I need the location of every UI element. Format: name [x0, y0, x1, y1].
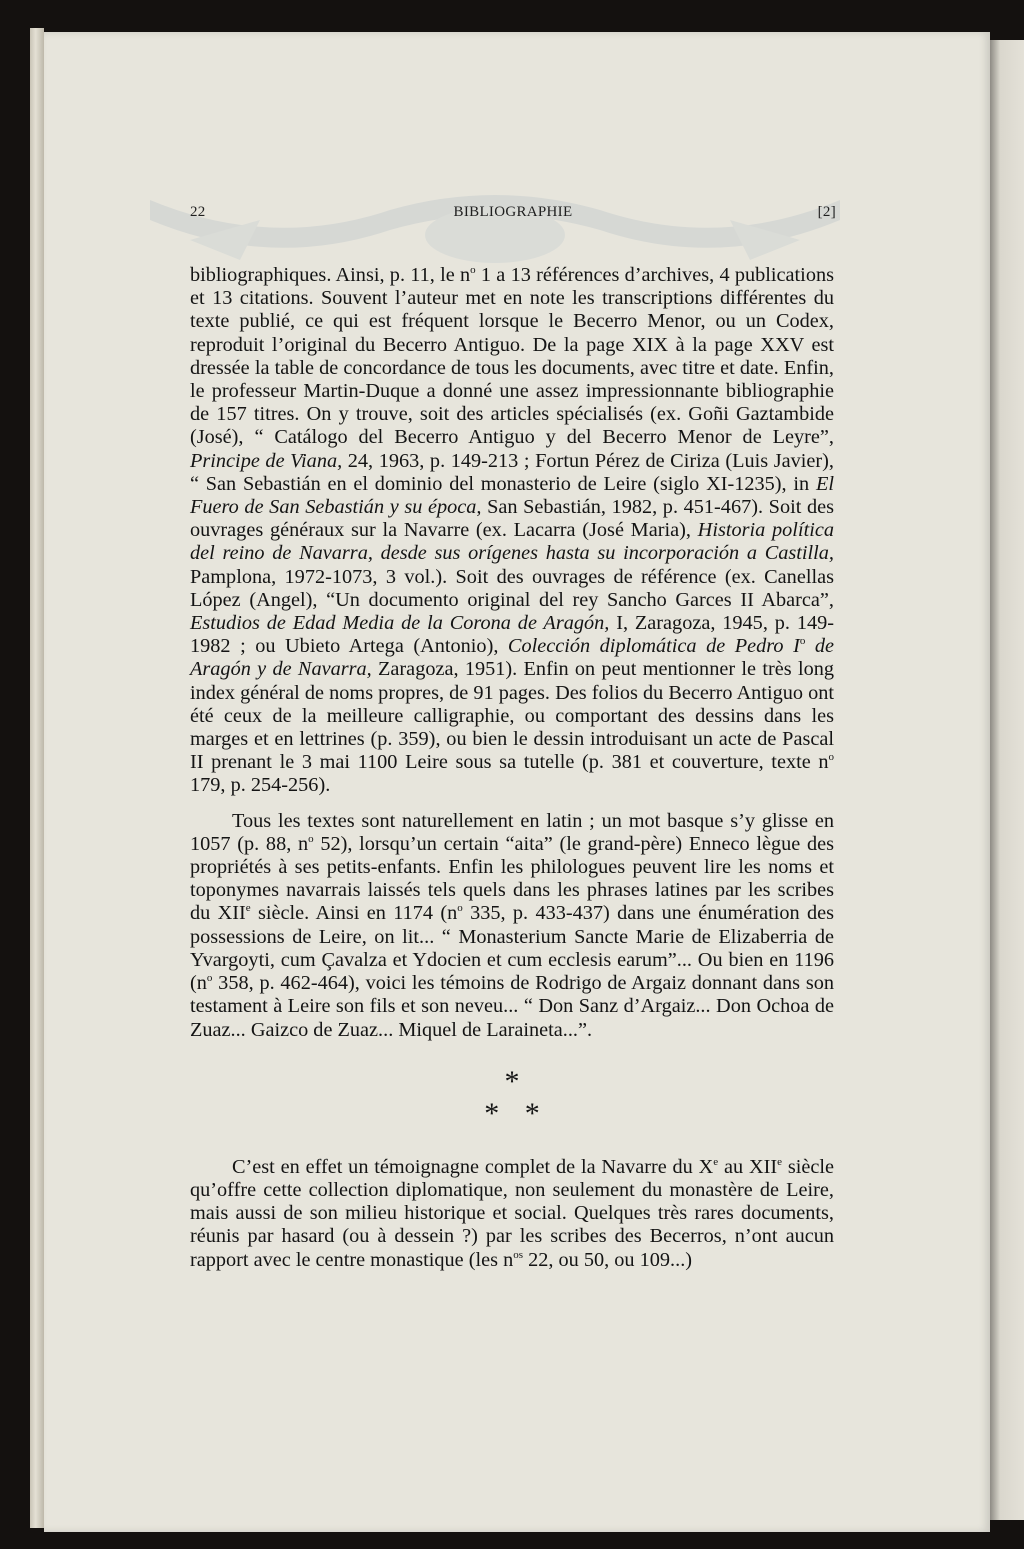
paragraph-1: bibliographiques. Ainsi, p. 11, le $n^o$ 1 a 13 références d’archives, 4 publications et 13 citations. Souvent l’auteur met en note les transcriptions différentes du texte publié, ce qui est fréquent lorsque le Becerro Menor, ou un Codex, reproduit l’original du Becerro Antiguo. De la page XIX à la page XXV est dressée la table de concordance de tous les documents, avec titre et date. Enfin, le professeur Martin-Duque a donné une assez impressionnante bibliographie de 157 titres. On y trouve, soit des articles spécialisés (ex. Goñi Gaztambide (José), “ Catálogo del Becerro Antiguo y del Becerro Menor de Leyre”, Principe de Viana, 24, 1963, p. 149-213 ; Fortun Pérez de Ciriza (Luis Javier), “ San Sebastián en el dominio del monasterio de Leire (siglo XI-1235), in El Fuero de San Sebastián y su época, San Sebastián, 1982, p. 451-467). Soit des ouvrages généraux sur la Navarre (ex. Lacarra (José Maria), Historia política del reino de Navarra, desde sus orígenes hasta su incorporación a Castilla, Pamplona, 1972-1073, 3 vol.). Soit des ouvrages de référence (ex. Canellas López (Angel), “Un documento original del rey Sancho Garces II Abarca”, Estudios de Edad Media de la Corona de Aragón, I, Zaragoza, 1945, p. 149-1982 ; ou Ubieto Artega (Antonio), Colección diplomática de Pedro $I^o$ de Aragón y de Navarra, Zaragoza, 1951). Enfin on peut mentionner le très long index général de noms propres, de 91 pages. Des folios du Becerro Antiguo ont été ceux de la meilleure calligraphie, ou comportant des dessins dans les marges et en lettrines (p. 359), ou bien le dessin introduisant un acte de Pascal II prenant le 3 mai 1100 Leire sous sa tutelle (p. 381 et couverture, texte $n^o$ 179, p. 254-256).	[190, 264, 835, 797]
page-number: 22	[190, 204, 206, 220]
asterisk-bottom: * *	[484, 1096, 540, 1130]
facing-page-edge	[990, 40, 1024, 1520]
paragraph-2: Tous les textes sont naturellement en latin ; un mot basque s’y glisse en 1057 (p. 88, $n^o$ 52), lorsqu’un certain “aita” (le grand-père) Enneco lègue des propriétés à ses petits-enfants. Enfin les philologues peuvent lire les noms et toponymes navarrais laissés tels quels dans les phrases latines par les scribes du XIIe siècle. Ainsi en 1174 ($n^o$ 335, p. 433-437) dans une énumération des possessions de Leire, on lit... “ Monasterium Sancte Marie de Elizaberria de Yvargoyti, cum Çavalza et Ydocien et cum ecclesis earum”... Ou bien en 1196 ($n^o$ 358, p. 462-464), voici les témoins de Rodrigo de Argaiz donnant dans son testament à Leire son fils et son neveu... “ Don Sanz d’Argaiz... Don Ochoa de Zuaz... Gaizco de Zuaz... Miquel de Laraineta...”.	[190, 809, 835, 1041]
running-title: BIBLIOGRAPHIE	[453, 204, 573, 220]
running-head	[190, 204, 836, 228]
page-edge-left	[30, 28, 44, 1528]
paragraph-3: C’est en effet un témoignagne complet de la Navarre du Xe au XIIe siècle qu’offre cette collection diplomatique, non seulement du monastère de Leire, mais aussi de son milieu historique et social. Quelques très rares documents, réunis par hasard (ou à dessein ?) par les scribes des Becerros, n’ont aucun rapport avec le centre monastique (les $n^{os}$ 22, ou 50, ou 109...)	[190, 1155, 835, 1271]
asterisk-top: *	[504, 1064, 520, 1098]
body-text	[190, 264, 834, 1272]
section-number: [2]	[817, 204, 836, 220]
section-break-asterisks	[190, 1060, 834, 1156]
